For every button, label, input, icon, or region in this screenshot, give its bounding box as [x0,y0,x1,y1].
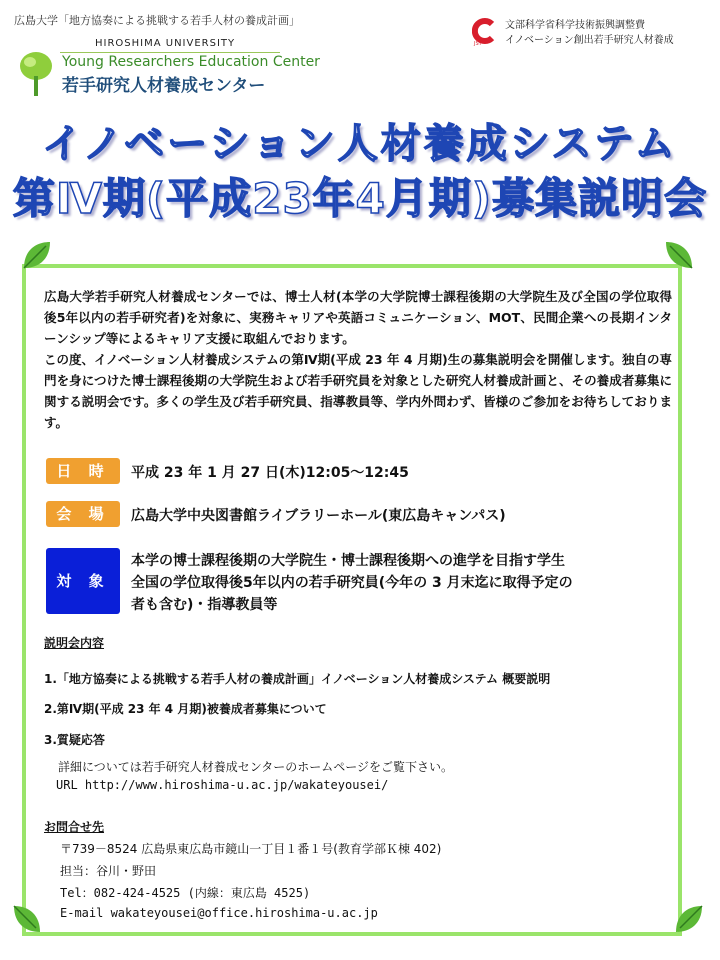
intro-paragraph-1: 広島大学若手研究人材養成センターでは、博士人材(本学の大学院博士課程後期の大学院生及び全国の学位取得後5年以内の若手研究者)を対象に、実務キャリアや英語コミュニケーション、MOT、民間企業への長期インターンシップ等によるキャリア支援に取組んでおります。 [44,289,672,346]
center-name-jp: 若手研究人材養成センター [62,76,266,96]
contact-heading: お問合せ先 [44,820,105,834]
leaf-logo-icon [14,50,58,98]
contents-item: 1.「地方協奏による挑戦する若手人材の養成計画」イノベーション人材養成システム 概要説明 [44,672,551,686]
header-divider [60,52,280,53]
title-line-2: 第Ⅳ期(平成23年4月期)募集説明会 [12,174,708,223]
svg-text:JST: JST [474,41,482,46]
leaf-icon [20,238,54,272]
intro-paragraph-2: この度、イノベーション人材養成システムの第Ⅳ期(平成 23 年 4 月期)生の募集説明会を開催します。独自の専門を身につけた博士課程後期の大学院生および若手研究員を対象とした研究人材養成計画と、その養成者募集に関する説明会です。多くの学生及び若手研究員、指導教員等、学内外問わず、皆様のご参加をお待ちしております。 [44,352,672,430]
contact-address: 〒739－8524 広島県東広島市鏡山一丁目１番１号(教育学部Ｋ棟 402) [60,842,442,856]
jst-logo-icon [472,18,496,46]
target-line: 全国の学位取得後5年以内の若手研究員(今年の 3 月末迄に取得予定の [131,575,573,591]
mext-fund-name: 文部科学省科学技術振興調整費 [505,20,645,31]
details-note: 詳細については若手研究人材養成センターのホームページをご覧下さい。 [58,760,454,774]
target-label: 対 象 [46,548,120,614]
target-line: 本学の博士課程後期の大学院生・博士課程後期への進学を目指す学生 [131,553,565,569]
event-venue: 広島大学中央図書館ライブラリーホール(東広島キャンパス) [131,508,506,524]
homepage-url[interactable]: URL http://www.hiroshima-u.ac.jp/wakateyousei/ [56,778,389,792]
contact-email[interactable]: E-mail wakateyousei@office.hiroshima-u.ac.jp [60,906,378,920]
date-label: 日 時 [46,458,120,484]
event-date: 平成 23 年 1 月 27 日(木)12:05～12:45 [131,465,409,481]
target-line: 者も含む)・指導教員等 [131,597,278,613]
leaf-icon [662,238,696,272]
center-name-en: Young Researchers Education Center [62,54,320,70]
project-name: イノベーション創出若手研究人材養成 [505,35,674,46]
university-name: HIROSHIMA UNIVERSITY [95,38,236,49]
leaf-icon [10,902,44,936]
event-target [131,550,573,616]
intro-text [44,286,672,433]
contact-person: 担当：谷川・野田 [60,864,157,878]
contents-item: 3.質疑応答 [44,733,105,747]
contents-item: 2.第Ⅳ期(平成 23 年 4 月期)被養成者募集について [44,702,327,716]
leaf-icon [672,902,706,936]
title-line-1: イノベーション人材養成システム [42,121,678,167]
venue-label: 会 場 [46,501,120,527]
contents-heading: 説明会内容 [44,636,105,650]
program-name: 広島大学「地方協奏による挑戦する若手人材の養成計画」 [14,14,300,27]
contact-tel: Tel：082-424-4525 (内線：東広島 4525) [60,886,311,900]
